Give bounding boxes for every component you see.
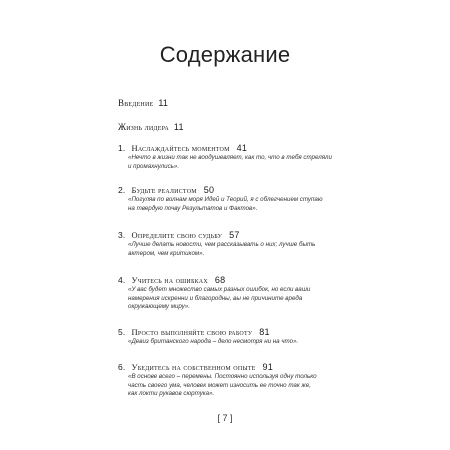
quote-line: «У вас будет множество самых разных ошибок, но если ваши	[128, 286, 311, 293]
quote-line: намерения искренни и благородны, вы не причините вреда	[128, 294, 303, 302]
quote-line: окружающему миру».	[128, 303, 190, 311]
quote-line: «Лучше делать новости, чем рассказывать о них; лучше быть	[128, 241, 316, 248]
quote-line: как локти рукавов сюртука».	[128, 390, 215, 398]
toc-entry-3[interactable]	[118, 230, 348, 258]
toc-entry-quote	[128, 338, 348, 347]
quote-line: актером, чем критиком».	[128, 249, 205, 257]
toc-entry-heading	[118, 275, 348, 286]
toc-entry-number: 6.	[118, 362, 126, 372]
toc-entry-title: Наслаждайтесь моментом	[131, 143, 230, 153]
toc-entry-title: Будьте реалистом	[131, 185, 197, 195]
toc-front-label: Введение	[118, 98, 154, 108]
quote-line: «Погуляв по волнам моря Идей и Теорий, я с облегчением ступаю	[128, 196, 323, 203]
toc-entry-page: 68	[214, 275, 226, 285]
quote-line: на твердую почву Результатов и Фактов».	[128, 204, 258, 212]
toc-entry-heading	[118, 230, 348, 241]
page-number: [ 7 ]	[217, 413, 233, 423]
toc-entry-number: 4.	[118, 275, 126, 285]
toc-entry-1[interactable]	[118, 143, 348, 171]
toc-front-page: 11	[158, 98, 169, 108]
toc-entry-title: Убедитесь на собственном опыте	[131, 362, 256, 372]
toc-entry-number: 1.	[118, 143, 126, 153]
toc-front-label: Жизнь лидера	[118, 122, 169, 132]
toc-entry-title: Учитесь на ошибках	[131, 275, 208, 285]
quote-line: и промахнулись».	[128, 162, 180, 170]
toc-front-introduction[interactable]	[118, 98, 168, 108]
toc-entry-number: 2.	[118, 185, 126, 195]
toc-entry-heading	[118, 362, 348, 373]
toc-entry-quote	[128, 196, 348, 213]
toc-entry-quote	[128, 241, 348, 258]
toc-entry-2[interactable]	[118, 185, 348, 213]
toc-entry-title: Просто выполняйте свою работу	[131, 327, 253, 337]
toc-entry-page: 57	[229, 230, 240, 240]
toc-entry-page: 50	[203, 185, 215, 195]
quote-line: «Девиз британского народа – дело несмотря ни на что».	[128, 338, 299, 345]
toc-entry-page: 41	[236, 143, 248, 153]
toc-entry-number: 3.	[118, 230, 126, 240]
toc-entry-title: Определите свою судьбу	[131, 230, 223, 240]
quote-line: «В основе всего – перемены. Постоянно используя одну только	[128, 373, 317, 380]
toc-entry-4[interactable]	[118, 275, 348, 312]
toc-entry-heading	[118, 185, 348, 196]
toc-entry-5[interactable]	[118, 327, 348, 347]
toc-entry-6[interactable]	[118, 362, 348, 399]
toc-entry-page: 81	[259, 327, 270, 337]
toc-entry-heading	[118, 143, 348, 154]
toc-entry-heading	[118, 327, 348, 338]
toc-entry-number: 5.	[118, 327, 126, 337]
toc-front-leader-life[interactable]	[118, 122, 184, 132]
toc-entry-quote	[128, 373, 348, 399]
toc-entry-page: 91	[262, 362, 273, 372]
toc-entry-quote	[128, 154, 348, 171]
toc-front-page: 11	[173, 122, 184, 132]
toc-entry-quote	[128, 286, 348, 312]
quote-line: часть своего ума, человек может износить ее точно так же,	[128, 381, 311, 389]
page-title: Содержание	[159, 42, 291, 67]
quote-line: «Нечто в жизни так не воодушевляет, как то, что в тебя стреляли	[128, 154, 332, 161]
